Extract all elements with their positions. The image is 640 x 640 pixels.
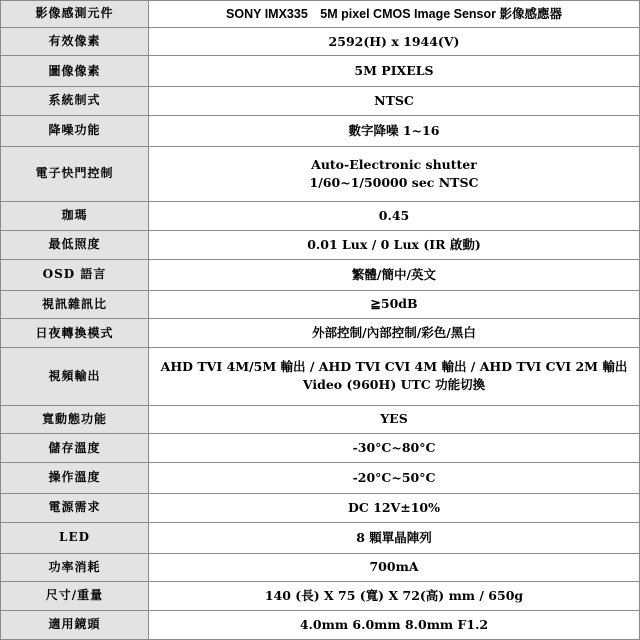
- spec-value: -20°C~50°C: [149, 463, 640, 494]
- table-row: [1, 27, 640, 56]
- table-row: [1, 146, 640, 201]
- spec-label: 電子快門控制: [1, 146, 149, 201]
- table-row: [1, 87, 640, 116]
- table-row: [1, 463, 640, 494]
- spec-value: 700mA: [149, 553, 640, 582]
- spec-label: 最低照度: [1, 231, 149, 260]
- table-row: [1, 522, 640, 553]
- table-row: [1, 202, 640, 231]
- table-row: [1, 116, 640, 147]
- spec-label: 影像感測元件: [1, 1, 149, 28]
- table-row: [1, 582, 640, 611]
- spec-label: 操作溫度: [1, 463, 149, 494]
- spec-label: 日夜轉換模式: [1, 319, 149, 348]
- spec-value: 繁體/簡中/英文: [149, 259, 640, 290]
- spec-label: 電源需求: [1, 493, 149, 522]
- table-row: [1, 290, 640, 319]
- spec-label: 功率消耗: [1, 553, 149, 582]
- spec-value: DC 12V±10%: [149, 493, 640, 522]
- spec-value: -30°C~80°C: [149, 434, 640, 463]
- spec-label: 寬動態功能: [1, 405, 149, 434]
- spec-value: NTSC: [149, 87, 640, 116]
- table-row: [1, 319, 640, 348]
- table-row: [1, 231, 640, 260]
- spec-label: LED: [1, 522, 149, 553]
- spec-value: ≧50dB: [149, 290, 640, 319]
- spec-value: 數字降噪 1~16: [149, 116, 640, 147]
- spec-value: 2592(H) x 1944(V): [149, 27, 640, 56]
- table-row: [1, 348, 640, 406]
- spec-label: 有效像素: [1, 27, 149, 56]
- spec-value: AHD TVI 4M/5M 輸出 / AHD TVI CVI 4M 輸出 / AHD TVI CVI 2M 輸出 Video (960H) UTC 功能切換: [149, 348, 640, 406]
- spec-label: 視頻輸出: [1, 348, 149, 406]
- spec-value: SONY IMX335 5M pixel CMOS Image Sensor 影像感應器: [149, 1, 640, 28]
- spec-label: 降噪功能: [1, 116, 149, 147]
- table-row: [1, 434, 640, 463]
- spec-label: 系統制式: [1, 87, 149, 116]
- spec-value: Auto-Electronic shutter 1/60~1/50000 sec NTSC: [149, 146, 640, 201]
- table-row: [1, 405, 640, 434]
- spec-value: 外部控制/內部控制/彩色/黑白: [149, 319, 640, 348]
- spec-label: 儲存溫度: [1, 434, 149, 463]
- spec-label: 圖像像素: [1, 56, 149, 87]
- table-row: [1, 553, 640, 582]
- spec-value: 0.45: [149, 202, 640, 231]
- spec-label: 視訊雜訊比: [1, 290, 149, 319]
- spec-value: 0.01 Lux / 0 Lux (IR 啟動): [149, 231, 640, 260]
- spec-label: 尺寸/重量: [1, 582, 149, 611]
- table-row: [1, 259, 640, 290]
- table-row: [1, 56, 640, 87]
- spec-label: 適用鏡頭: [1, 611, 149, 640]
- table-row: [1, 493, 640, 522]
- table-row: [1, 611, 640, 640]
- spec-value: 8 顆單晶陣列: [149, 522, 640, 553]
- spec-value: 140 (長) X 75 (寬) X 72(高) mm / 650g: [149, 582, 640, 611]
- spec-value: 4.0mm 6.0mm 8.0mm F1.2: [149, 611, 640, 640]
- spec-value: YES: [149, 405, 640, 434]
- spec-label: 珈瑪: [1, 202, 149, 231]
- spec-value: 5M PIXELS: [149, 56, 640, 87]
- table-row: [1, 1, 640, 28]
- spec-label: OSD 語言: [1, 259, 149, 290]
